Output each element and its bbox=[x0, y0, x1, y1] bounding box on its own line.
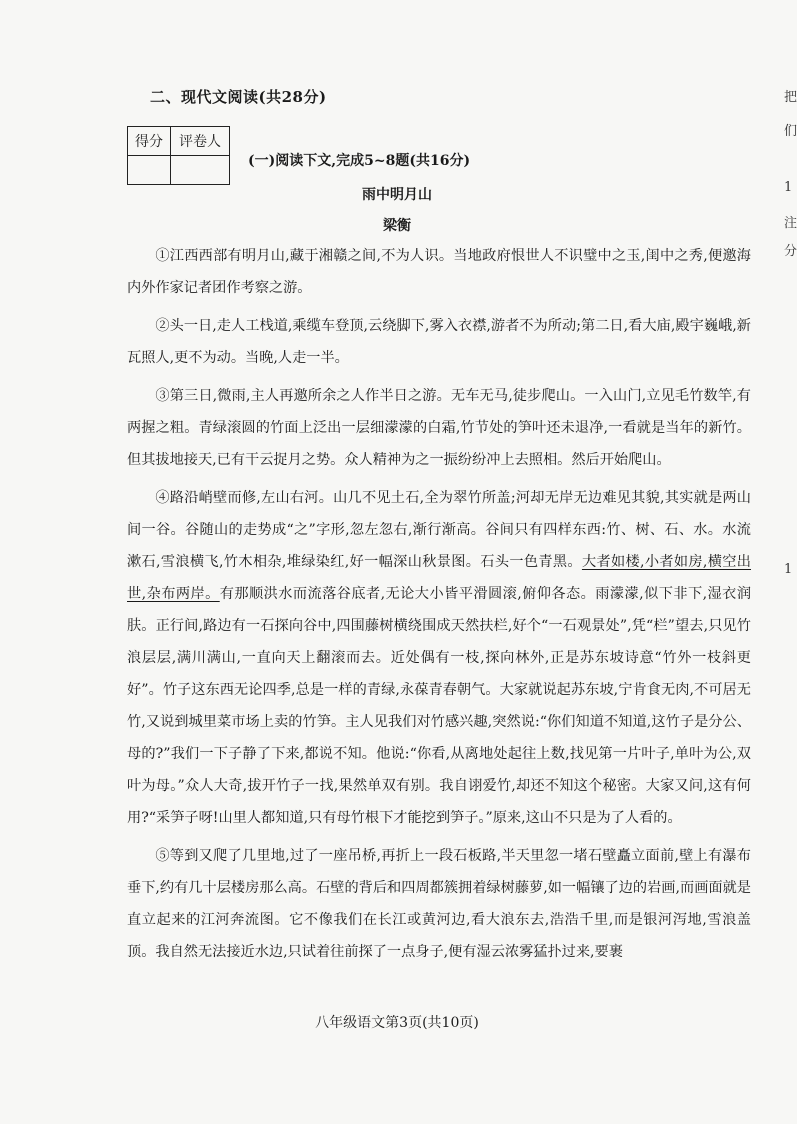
paragraph-3: ③第三日,微雨,主人再邀所余之人作半日之游。无车无马,徒步爬山。一入山门,立见毛竹数竿,有两握之粗。青绿滚圆的竹面上泛出一层细濛濛的白霜,竹节处的笋叶还未退净,一看就是当年的新竹。但其拔地接天,已有干云捉月之势。众人精神为之一振纷纷冲上去照相。然后开始爬山。 bbox=[127, 388, 751, 468]
margin-mark: 1 bbox=[784, 562, 793, 577]
paragraph-1: ①江西西部有明月山,藏于湘赣之间,不为人识。当地政府恨世人不识璧中之玉,闺中之秀,便邀海内外作家记者团作考察之游。 bbox=[127, 248, 751, 296]
section-title: 二、现代文阅读(共28分) bbox=[150, 88, 327, 106]
margin-mark: 们 bbox=[784, 124, 797, 139]
paragraph-4-part-b: 有那顺洪水而流落谷底者,无论大小皆平滑圆滚,俯仰各态。雨濛濛,似下非下,湿衣润肤。正行间,路边有一石探向谷中,四围藤树横绕围成天然扶栏,好个“一石观景处”,凭“栏”望去,只见竹浪层层,满川满山,一直向天上翻滚而去。近处偶有一枝,探向林外,正是苏东坡诗意“竹外一枝斜更好”。竹子这东西无论四季,总是一样的青绿,永葆青春朝气。大家就说起苏东坡,宁肯食无肉,不可居无竹,又说到城里菜市场上卖的竹笋。主人见我们对竹感兴趣,突然说:“你们知道不知道,这竹子是分公、母的?”我们一下子静了下来,都说不知。他说:“你看,从离地处起往上数,找见第一片叶子,单叶为公,双叶为母。”众人大奇,拔开竹子一找,果然单双有别。我自诩爱竹,却还不知这个秘密。大家又问,这有何用?“采笋子呀!山里人都知道,只有母竹根下才能挖到笋子。”原来,这山不只是为了人看的。 bbox=[127, 586, 752, 826]
article-title: 雨中明月山 bbox=[362, 187, 432, 203]
article-body bbox=[127, 240, 751, 968]
paragraph-5: ⑤等到又爬了几里地,过了一座吊桥,再折上一段石板路,半天里忽一堵石壁矗立面前,壁上有瀑布垂下,约有几十层楼房那么高。石壁的背后和四周都簇拥着绿树藤萝,如一幅镶了边的岩画,而画面就是直立起来的江河奔流图。它不像我们在长江或黄河边,看大浪东去,浩浩千里,而是银河泻地,雪浪盖顶。我自然无法接近水边,只试着往前探了一点身子,便有湿云浓雾猛扑过来,要裹 bbox=[127, 848, 751, 960]
score-table bbox=[127, 126, 230, 185]
score-header: 得分 bbox=[128, 127, 171, 156]
paragraph-4-part-a: ④路沿峭壁而修,左山右河。山几不见土石,全为翠竹所盖;河却无岸无边难见其貌,其实就是两山间一谷。谷随山的走势成“之”字形,忽左忽右,渐行渐高。谷间只有四样东西:竹、树、石、水。水流漱石,雪浪横飞,竹木相杂,堆绿染红,好一幅深山秋景图。石头一色青黑。 bbox=[127, 490, 751, 570]
margin-mark: 分 bbox=[784, 244, 797, 259]
paragraph-2: ②头一日,走人工栈道,乘缆车登顶,云绕脚下,雾入衣襟,游者不为所动;第二日,看大庙,殿宇巍峨,新瓦照人,更不为动。当晚,人走一半。 bbox=[127, 318, 751, 366]
underlined-sentence: 大者如楼,小者如房,横空出世,杂布两岸。 bbox=[127, 554, 751, 602]
part-heading: (一)阅读下文,完成5~8题(共16分) bbox=[248, 153, 471, 169]
page-footer: 八年级语文第3页(共10页) bbox=[315, 1015, 479, 1031]
margin-mark: 1 bbox=[784, 180, 793, 195]
grader-header: 评卷人 bbox=[171, 127, 230, 156]
paragraph-4 bbox=[127, 482, 751, 834]
score-cell[interactable] bbox=[128, 156, 171, 185]
article-author: 梁衡 bbox=[383, 218, 411, 234]
grader-cell[interactable] bbox=[171, 156, 230, 185]
margin-mark: 注 bbox=[784, 216, 797, 231]
margin-mark: 把 bbox=[784, 90, 797, 105]
